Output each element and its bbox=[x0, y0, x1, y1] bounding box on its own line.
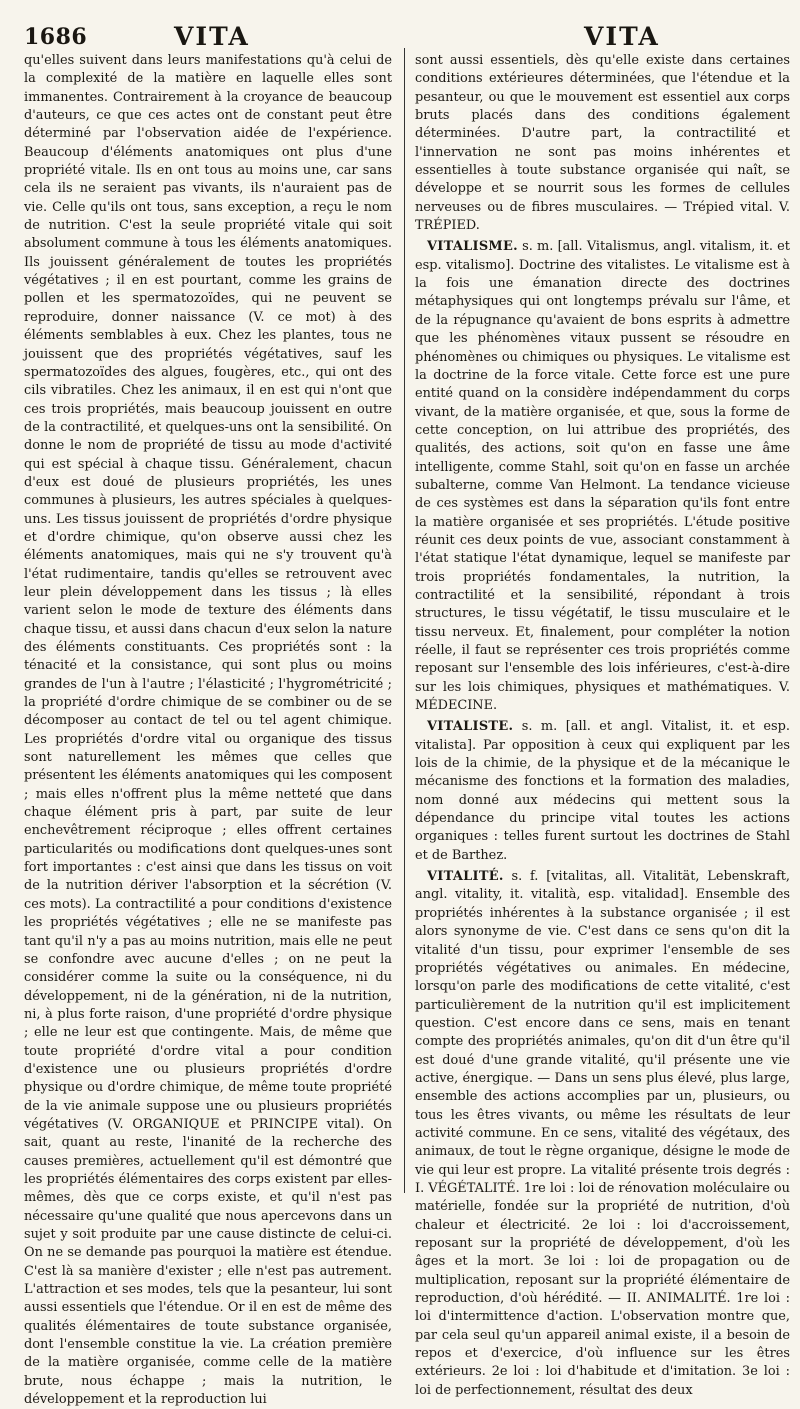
entry-vitalite bbox=[415, 868, 790, 1400]
entry-text: s. f. [vitalitas, all. Vitalität, Lebenskraft, angl. vitality, it. vitalità, esp. vitalidad]. Ensemble des propriétés inhérentes à la substance organisée ; il est alors synonyme de vie. C'est dans ce sens qu'on dit la vitalité d'un tissu, pour exprimer l'ensemble de ses propriétés végétatives ou animales. En médecine, lorsqu'on parle des modifications de cette vitalité, c'est particulièrement de la nutrition qu'il est implicitement question. C'est encore dans ce sens, mais en tenant compte des propriétés animales, qu'on dit d'un être qu'il est doué d'une grande vitalité, qu'il présente une vie active, énergique. — Dans un sens plus élevé, plus large, ensemble des actions accomplies par un, plusieurs, ou tous les êtres vivants, ou même les résultats de leur activité commune. En ce sens, vitalité des végétaux, des animaux, de tout le règne organique, désigne le mode de vie qui leur est propre. La vitalité présente trois degrés : I. VÉGÉTALITÉ. 1re loi : loi de rénovation moléculaire ou matérielle, fondée sur la propriété de nutrition, d'où chaleur et électricité. 2e loi : loi d'accroissement, reposant sur la propriété de développement, d'où les âges et la mort. 3e loi : loi de propagation ou de multiplication, reposant sur la propriété élémentaire de reproduction, d'où hérédité. — II. ANIMALITÉ. 1re loi : loi d'intermittence d'action. L'observation montre que, par cela seul qu'un appareil animal existe, il a besoin de repos et d'exercice, d'où influence sur les êtres extérieurs. 2e loi : loi d'habitude et d'imitation. 3e loi : loi de perfectionnement, résultat des deux bbox=[415, 869, 790, 1398]
entry-vitaliste bbox=[415, 718, 790, 865]
continuation-paragraph: sont aussi essentiels, dès qu'elle existe dans certaines conditions extérieures déterminées, que l'étendue et la pesanteur, ou que le mouvement est essentiel aux corps bruts placés dans des conditions également déterminées. D'autre part, la contractilité et l'innervation ne sont pas moins inhérentes et essentielles à toute substance organisée qui naît, se développe et se nourrit sous les formes de cellules nerveuses ou de fibres musculaires. — Trépied vital. V. TRÉPIED. bbox=[415, 53, 790, 234]
right-column bbox=[415, 52, 790, 1398]
entry-headword: VITALITÉ. bbox=[427, 869, 504, 885]
entry-vitalisme bbox=[415, 238, 790, 715]
left-running-title: VITA bbox=[174, 22, 250, 51]
page-number: 1686 bbox=[24, 24, 88, 50]
right-running-title: VITA bbox=[584, 22, 660, 51]
entry-text: s. m. [all. et angl. Vitalist, it. et esp. vitalista]. Par opposition à ceux qui expliquent par les lois de la chimie, de la physique et de la mécanique le mécanisme des fonctions et la formation des maladies, nom donné aux médecins qui mettent sous la dépendance du principe vital toutes les actions organiques : telles furent surtout les doctrines de Stahl et de Barthez. bbox=[415, 719, 790, 863]
column-divider bbox=[404, 48, 405, 1193]
left-column bbox=[24, 52, 392, 1408]
left-column-text: qu'elles suivent dans leurs manifestations qu'à celui de la complexité de la matière en laquelle elles sont immanentes. Contrairement à la croyance de beaucoup d'auteurs, ce que ces actes ont de constant peut être déterminé par l'observation aidée de l'expérience. Beaucoup d'éléments anatomiques ont plus d'une propriété vitale. Ils en ont tous au moins une, car sans cela ils ne seraient pas vivants, ils n'auraient pas de vie. Celle qu'ils ont tous, sans exception, a reçu le nom de nutrition. C'est la seule propriété vitale qui soit absolument commune à tous les éléments anatomiques. Ils jouissent généralement de toutes les propriétés végétatives ; il en est pourtant, comme les grains de pollen et les spermatozoïdes, qui ne peuvent se reproduire, donner naissance (V. ce mot) à des éléments semblables à eux. Chez les plantes, tous ne jouissent que des propriétés végétatives, sauf les spermatozoïdes des algues, fougères, etc., qui ont des cils vibratiles. Chez les animaux, il en est qui n'ont que ces trois propriétés, mais beaucoup jouissent en outre de la contractilité, et quelques-uns ont la sensibilité. On donne le nom de propriété de tissu au mode d'activité qui est spécial à chaque tissu. Généralement, chacun d'eux est doué de plusieurs propriétés, les unes communes à plusieurs, les autres spéciales à quelques-uns. Les tissus jouissent de propriétés d'ordre physique et d'ordre chimique, qu'on observe aussi chez les éléments anatomiques, mais qui ne s'y trouvent qu'à l'état rudimentaire, tandis qu'elles se retrouvent avec leur plein développement dans les tissus ; là elles varient selon le mode de texture des éléments dans chaque tissu, et aussi dans chacun d'eux selon la nature des éléments constituants. Ces propriétés sont : la ténacité et la consistance, qui sont plus ou moins grandes de l'un à l'autre ; l'élasticité ; l'hygrométricité ; la propriété d'ordre chimique de se combiner ou de se décomposer au contact de tel ou tel agent chimique. Les propriétés d'ordre vital ou organique des tissus sont naturellement les mêmes que celles que présentent les éléments anatomiques qui les composent ; mais elles n'offrent plus la même netteté que dans chaque élément pris à part, par suite de leur enchevêtrement réciproque ; elles offrent certaines particularités ou modifications dont quelques-unes sont fort importantes : c'est ainsi que dans les tissus on voit de la nutrition dériver l'absorption et la sécrétion (V. ces mots). La contractilité a pour conditions d'existence les propriétés végétatives ; elle ne se manifeste pas tant qu'il n'y a pas au moins nutrition, mais elle ne peut se confondre avec aucune d'elles ; on ne peut la considérer comme la suite ou la conséquence, ni du développement, ni de la génération, ni de la nutrition, ni, à plus forte raison, d'une propriété d'ordre physique ; elle ne leur est que contingente. Mais, de même que toute propriété d'ordre vital a pour condition d'existence une ou plusieurs propriétés d'ordre physique ou d'ordre chimique, de même toute propriété de la vie animale suppose une ou plusieurs propriétés végétatives (V. ORGANIQUE et PRINCIPE vital). On sait, quant au reste, l'inanité de la recherche des causes premières, actuellement qu'il est démontré que les propriétés élémentaires des corps existent par elles-mêmes, dès que ce corps existe, et qu'il n'est pas nécessaire qu'une qualité que nous apercevons dans un sujet y soit produite par une cause distincte de celui-ci. On ne se demande pas pourquoi la matière est étendue. C'est là sa manière d'exister ; elle n'est pas autrement. L'attraction et ses modes, tels que la pesanteur, lui sont aussi essentiels que l'étendue. Or il en est de même des qualités élémentaires de toute substance organisée, dont l'ensemble constitue la vie. La création première de la matière organisée, comme celle de la matière brute, nous échappe ; mais la nutrition, le développement et la reproduction lui bbox=[24, 53, 392, 1408]
entry-headword: VITALISME. bbox=[427, 239, 518, 255]
running-header bbox=[24, 22, 780, 52]
entry-headword: VITALISTE. bbox=[427, 719, 514, 735]
entry-text: s. m. [all. Vitalismus, angl. vitalism, it. et esp. vitalismo]. Doctrine des vitalistes. Le vitalisme est à la fois une émanation directe des doctrines métaphysiques qui ont longtemps prévalu sur l'âme, et de la répugnance qu'avaient de bons esprits à admettre que les phénomènes vitaux pussent se résoudre en phénomènes ou chimiques ou physiques. Le vitalisme est la doctrine de la force vitale. Cette force est une pure entité quand on la considère indépendamment du corps vivant, de la matière organisée, et que, sous la forme de cette conception, on lui attribue des propriétés, des qualités, des actions, soit qu'on en fasse une âme intelligente, comme Stahl, soit qu'on en fasse un archée subalterne, comme Van Helmont. La tendance vicieuse de ces systèmes est dans la séparation qu'ils font entre la matière organisée et ses propriétés. L'étude positive réunit ces deux points de vue, associant constamment à l'état statique l'état dynamique, lequel se manifeste par trois propriétés fondamentales, la nutrition, la contractilité et la sensibilité, répondant à trois structures, le tissu végétatif, le tissu musculaire et le tissu nerveux. Et, finalement, pour compléter la notion réelle, il faut se représenter ces trois propriétés comme reposant sur l'ensemble des lois inférieures, c'est-à-dire sur les lois chimiques, physiques et mathématiques. V. MÉDECINE. bbox=[415, 239, 790, 714]
